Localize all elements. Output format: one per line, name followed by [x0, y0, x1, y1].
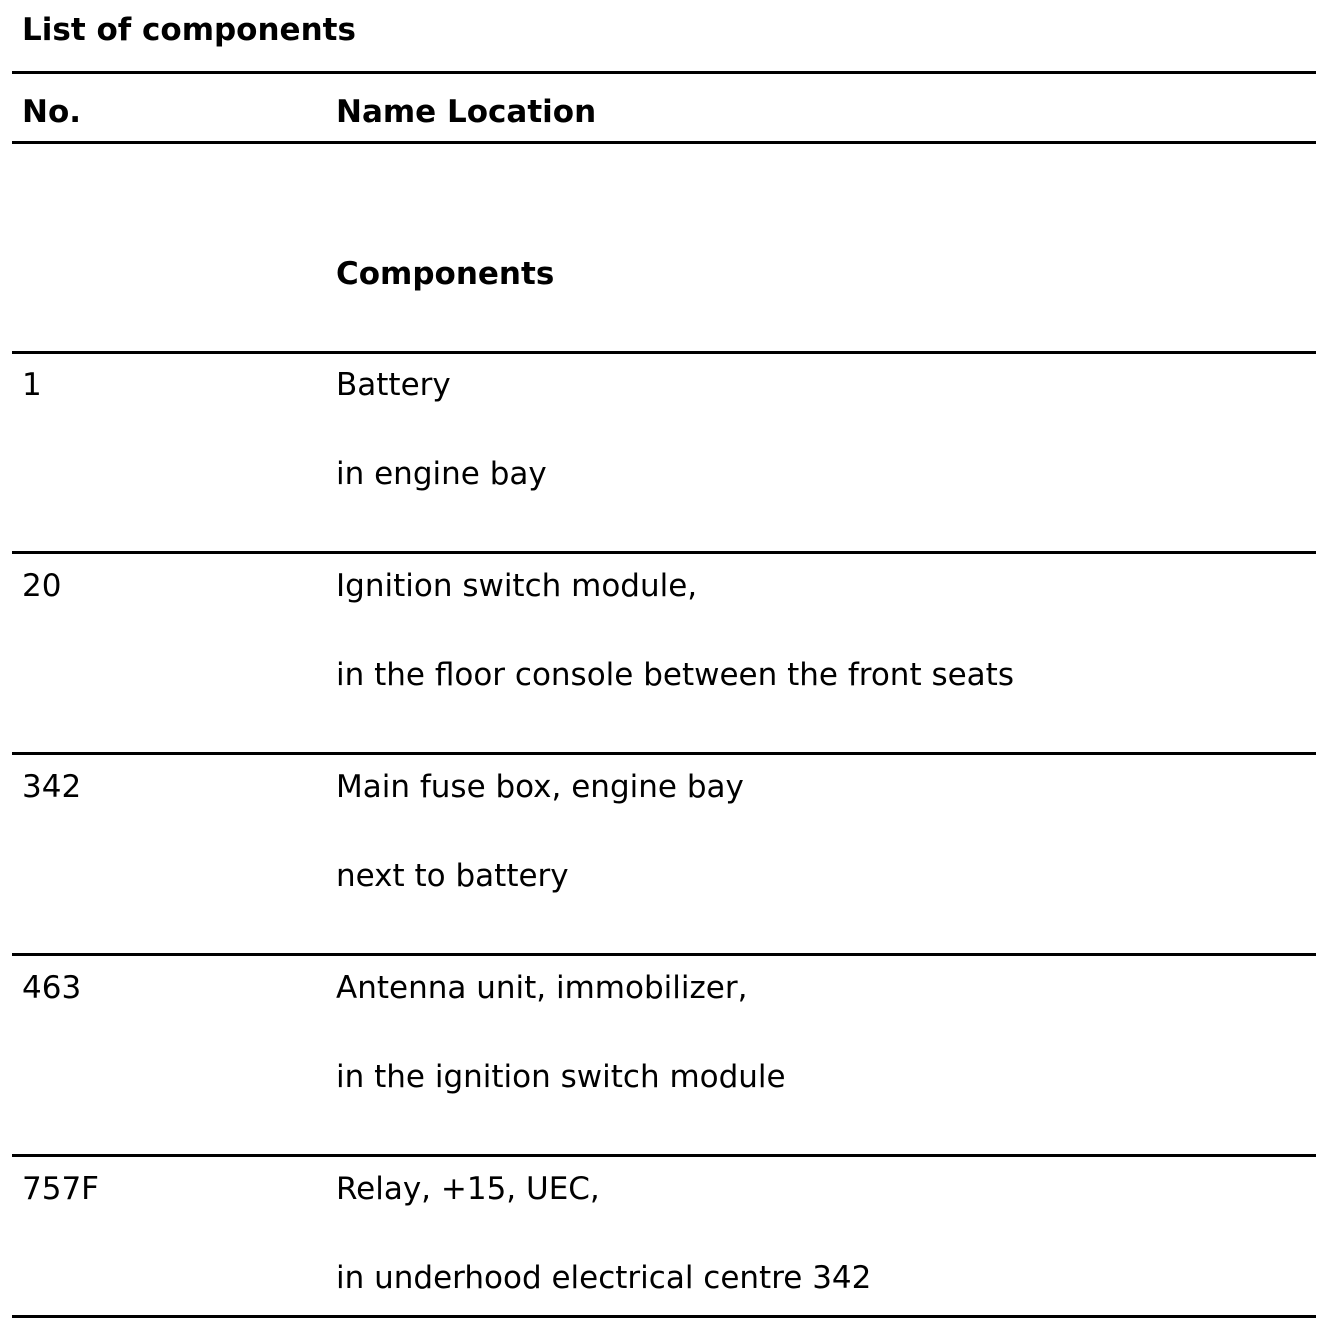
row-divider	[12, 1154, 1316, 1157]
row-name: Relay, +15, UEC,	[336, 1171, 600, 1207]
header-name-location: Name Location	[336, 94, 597, 130]
row-name: Ignition switch module,	[336, 568, 698, 604]
row-divider	[12, 752, 1316, 755]
row-location: next to battery	[336, 858, 569, 894]
row-divider	[12, 953, 1316, 956]
row-location: in the floor console between the front seats	[336, 657, 1014, 693]
page-title: List of components	[22, 12, 356, 48]
section-heading: Components	[336, 256, 555, 292]
header-no: No.	[22, 94, 82, 130]
row-number: 20	[22, 568, 62, 604]
row-divider	[12, 551, 1316, 554]
header-bottom-rule	[12, 141, 1316, 144]
table-bottom-rule	[12, 1315, 1316, 1318]
row-number: 757F	[22, 1171, 100, 1207]
row-number: 463	[22, 970, 82, 1006]
row-number: 342	[22, 769, 82, 805]
row-location: in the ignition switch module	[336, 1059, 786, 1095]
row-name: Main fuse box, engine bay	[336, 769, 744, 805]
row-name: Battery	[336, 367, 451, 403]
section-rule	[12, 351, 1316, 354]
row-location: in underhood electrical centre 342	[336, 1260, 872, 1296]
table-top-rule	[12, 71, 1316, 74]
row-name: Antenna unit, immobilizer,	[336, 970, 748, 1006]
row-location: in engine bay	[336, 456, 547, 492]
row-number: 1	[22, 367, 42, 403]
